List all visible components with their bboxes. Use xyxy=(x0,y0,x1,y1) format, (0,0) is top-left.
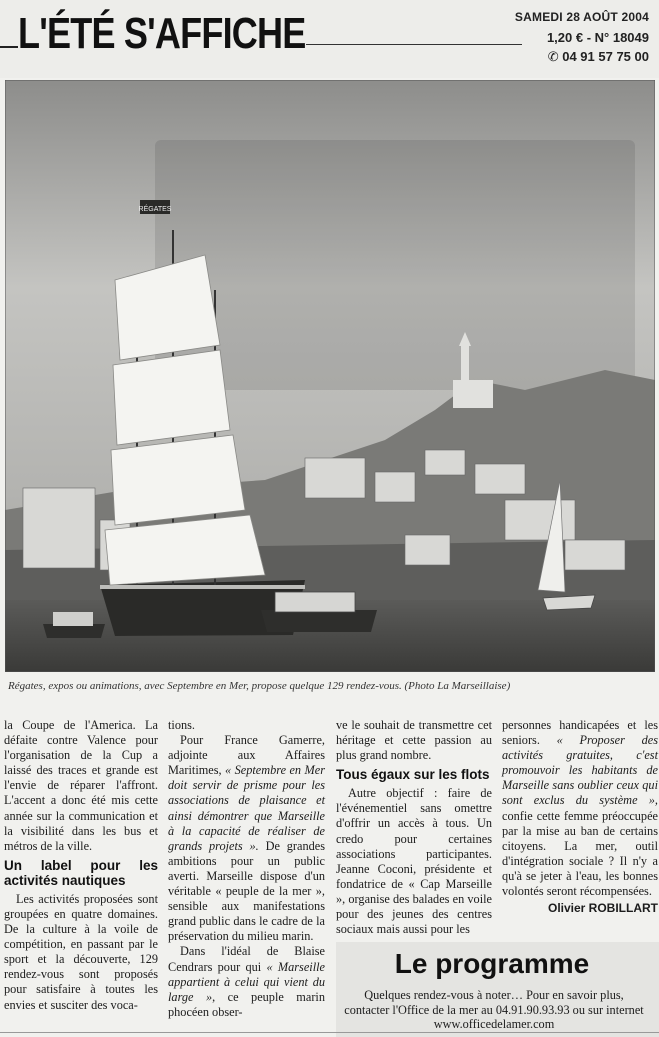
quote: « Proposer des activités gratuites, c'est promouvoir les habitants de Marseille sans oublier ceux qui sont exclus du système », xyxy=(502,733,658,808)
subheading: Un label pour les activités nautiques xyxy=(4,857,158,888)
paragraph-text: De grandes ambitions pour un public averti. Marseille dispose d'un véritable « peuple de la mer », sensible aux manifestations grand public dans le cadre de la préservation du milieu marin. xyxy=(168,838,325,944)
bottom-rule xyxy=(0,1032,659,1033)
quote: « Marseille appartient à celui qui vient du large » xyxy=(168,959,325,1004)
author-signature: Olivier ROBILLART xyxy=(547,901,658,916)
issue-date: SAMEDI 28 AOÛT 2004 xyxy=(514,10,649,24)
article-column-4 xyxy=(502,718,658,916)
background-billboard xyxy=(155,140,635,390)
contact-phone: ✆ 04 91 57 75 00 xyxy=(547,49,649,64)
issue-info xyxy=(515,10,649,65)
paragraph: ve le souhait de transmettre cet héritage et cette passion au plus grand nombre. xyxy=(336,718,492,763)
article-column-1 xyxy=(4,718,158,1013)
paragraph-text: confie cette femme préoccupée par la mise au ban de certains citoyens. La mer, outil d'intégration sociale ? Il n'y a qu'à se jeter à l'eau, les bonnes volontés seront récompensées. xyxy=(502,808,658,899)
paragraph: Autre objectif : faire de l'événementiel sans omettre d'offrir un accès à tous. Un credo pour certaines associations participantes. Jeanne Coconi, présidente et fondatrice de « Cap Marseille », organise des balades en voile pour des jeunes des centres sociaux mais aussi pour les xyxy=(336,786,492,937)
paragraph xyxy=(168,944,325,1019)
article-column-3 xyxy=(336,718,492,937)
paragraph: la Coupe de l'America. La défaite contre Valence pour l'organisation de la Cup a laissé des traces et grande est l'envie de réparer l'affront. L'accent a donc été mis cette année sur la communication et la visibilité dans les bus et métros de la ville. xyxy=(4,718,158,853)
paragraph: Les activités proposées sont groupées en quatre domaines. De la culture à la voile de compétition, en passant par le sport et la découverte, 129 rendez-vous sont proposés pour satisfaire à toutes les envies et susciter des voca- xyxy=(4,891,158,1012)
quote: « Septembre en Mer doit servir de prisme pour les associations de plaisance et ainsi démontrer que Marseille à la capacité de réaliser de grands projets ». xyxy=(168,763,325,853)
paragraph-text: personnes handicapées et les seniors. xyxy=(502,718,658,748)
photo-caption: Régates, expos ou animations, avec Septembre en Mer, propose quelque 129 rendez-vous. (Photo La Marseillaise) xyxy=(8,680,511,692)
paragraph xyxy=(168,733,325,944)
paragraph xyxy=(502,718,658,899)
paragraph-text: , ce peuple marin phocéen obser- xyxy=(168,989,325,1019)
page-title: L'ÉTÉ S'AFFICHE xyxy=(18,9,306,58)
header-rule-right xyxy=(306,44,522,45)
issue-price: 1,20 € - N° 18049 xyxy=(546,30,649,45)
harbour-photo xyxy=(5,80,655,672)
masthead xyxy=(0,0,659,78)
ship-flag-text: RÉGATES xyxy=(138,206,172,213)
programme-title: Le programme xyxy=(394,948,590,979)
header-rule-left xyxy=(0,46,18,48)
subheading: Tous égaux sur les flots xyxy=(336,767,490,783)
paragraph-text: Pour France Gamerre, adjointe aux Affaires Maritimes, xyxy=(168,733,325,778)
paragraph-text: Dans l'idéal de Blaise Cendrars pour qui xyxy=(168,944,325,974)
paragraph: tions. xyxy=(168,718,195,732)
programme-text: Quelques rendez-vous à noter… Pour en savoir plus, contacter l'Office de la mer au 04.91.90.93.93 ou sur internet www.officedelamer.com xyxy=(344,988,644,1031)
article-column-2 xyxy=(168,718,325,1020)
